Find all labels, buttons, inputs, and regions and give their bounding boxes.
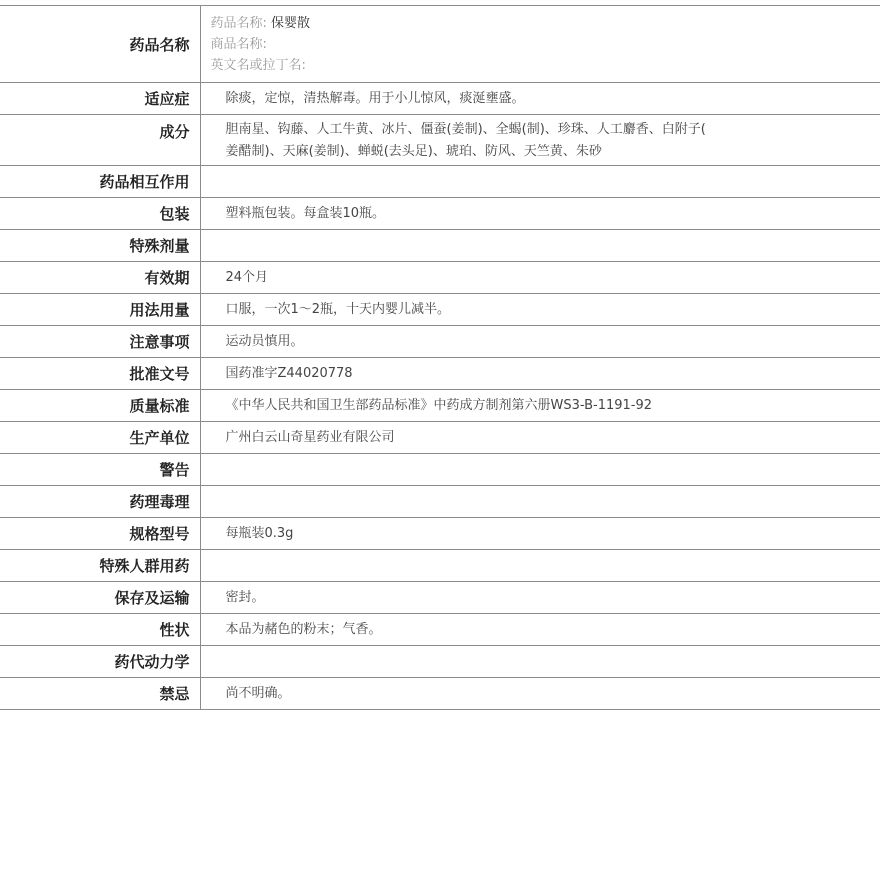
ingredients-row bbox=[0, 115, 880, 166]
ingredients-label: 成分 bbox=[0, 115, 200, 166]
manufacturer-label: 生产单位 bbox=[0, 422, 200, 454]
specification-value: 每瓶装0.3g bbox=[200, 518, 880, 550]
warning-label: 警告 bbox=[0, 454, 200, 486]
manufacturer-row bbox=[0, 422, 880, 454]
pharmacology-value bbox=[200, 486, 880, 518]
generic-name-line bbox=[211, 13, 880, 34]
shelf-life-value: 24个月 bbox=[200, 262, 880, 294]
special-dosage-label: 特殊剂量 bbox=[0, 230, 200, 262]
warning-value bbox=[200, 454, 880, 486]
dosage-row bbox=[0, 294, 880, 326]
shelf-life-row bbox=[0, 262, 880, 294]
packaging-label: 包装 bbox=[0, 198, 200, 230]
quality-standard-row bbox=[0, 390, 880, 422]
contraindications-value: 尚不明确。 bbox=[200, 678, 880, 710]
drug-name-values bbox=[200, 6, 880, 83]
storage-label: 保存及运输 bbox=[0, 582, 200, 614]
storage-value: 密封。 bbox=[200, 582, 880, 614]
packaging-row bbox=[0, 198, 880, 230]
storage-row bbox=[0, 582, 880, 614]
special-populations-value bbox=[200, 550, 880, 582]
manufacturer-value: 广州白云山奇星药业有限公司 bbox=[200, 422, 880, 454]
pharmacokinetics-label: 药代动力学 bbox=[0, 646, 200, 678]
packaging-value: 塑料瓶包装。每盒装10瓶。 bbox=[200, 198, 880, 230]
shelf-life-label: 有效期 bbox=[0, 262, 200, 294]
english-name-line bbox=[211, 55, 880, 76]
ingredients-value bbox=[200, 115, 880, 166]
pharmacokinetics-value bbox=[200, 646, 880, 678]
indications-row bbox=[0, 83, 880, 115]
warning-row bbox=[0, 454, 880, 486]
drug-name-row bbox=[0, 6, 880, 83]
interactions-label: 药品相互作用 bbox=[0, 166, 200, 198]
description-label: 性状 bbox=[0, 614, 200, 646]
special-dosage-row bbox=[0, 230, 880, 262]
precautions-row bbox=[0, 326, 880, 358]
trade-name-line bbox=[211, 34, 880, 55]
trade-name-key: 商品名称: bbox=[210, 36, 267, 52]
quality-standard-value: 《中华人民共和国卫生部药品标准》中药成方制剂第六册WS3-B-1191-92 bbox=[200, 390, 880, 422]
quality-standard-label: 质量标准 bbox=[0, 390, 200, 422]
ingredients-line-2: 姜醋制)、天麻(姜制)、蝉蜕(去头足)、琥珀、防风、天竺黄、朱砂 bbox=[225, 144, 602, 159]
contraindications-row bbox=[0, 678, 880, 710]
interactions-value bbox=[200, 166, 880, 198]
precautions-label: 注意事项 bbox=[0, 326, 200, 358]
precautions-value: 运动员慎用。 bbox=[200, 326, 880, 358]
special-populations-label: 特殊人群用药 bbox=[0, 550, 200, 582]
approval-number-label: 批准文号 bbox=[0, 358, 200, 390]
special-populations-row bbox=[0, 550, 880, 582]
contraindications-label: 禁忌 bbox=[0, 678, 200, 710]
pharmacology-label: 药理毒理 bbox=[0, 486, 200, 518]
generic-name-key: 药品名称: bbox=[210, 15, 267, 31]
specification-row bbox=[0, 518, 880, 550]
english-name-key: 英文名或拉丁名: bbox=[210, 57, 306, 73]
dosage-label: 用法用量 bbox=[0, 294, 200, 326]
description-value: 本品为赭色的粉末；气香。 bbox=[200, 614, 880, 646]
approval-number-value: 国药准字Z44020778 bbox=[200, 358, 880, 390]
special-dosage-value bbox=[200, 230, 880, 262]
drug-info-table bbox=[0, 5, 880, 710]
specification-label: 规格型号 bbox=[0, 518, 200, 550]
dosage-value: 口服，一次1～2瓶，十天内婴儿减半。 bbox=[200, 294, 880, 326]
approval-number-row bbox=[0, 358, 880, 390]
ingredients-line-1: 胆南星、钩藤、人工牛黄、冰片、僵蚕(姜制)、全蝎(制)、珍珠、人工麝香、白附子( bbox=[225, 122, 706, 137]
pharmacokinetics-row bbox=[0, 646, 880, 678]
description-row bbox=[0, 614, 880, 646]
drug-name-label: 药品名称 bbox=[0, 6, 200, 83]
generic-name-value: 保婴散 bbox=[271, 15, 311, 31]
interactions-row bbox=[0, 166, 880, 198]
indications-value: 除痰，定惊，清热解毒。用于小儿惊风，痰涎壅盛。 bbox=[200, 83, 880, 115]
pharmacology-row bbox=[0, 486, 880, 518]
indications-label: 适应症 bbox=[0, 83, 200, 115]
